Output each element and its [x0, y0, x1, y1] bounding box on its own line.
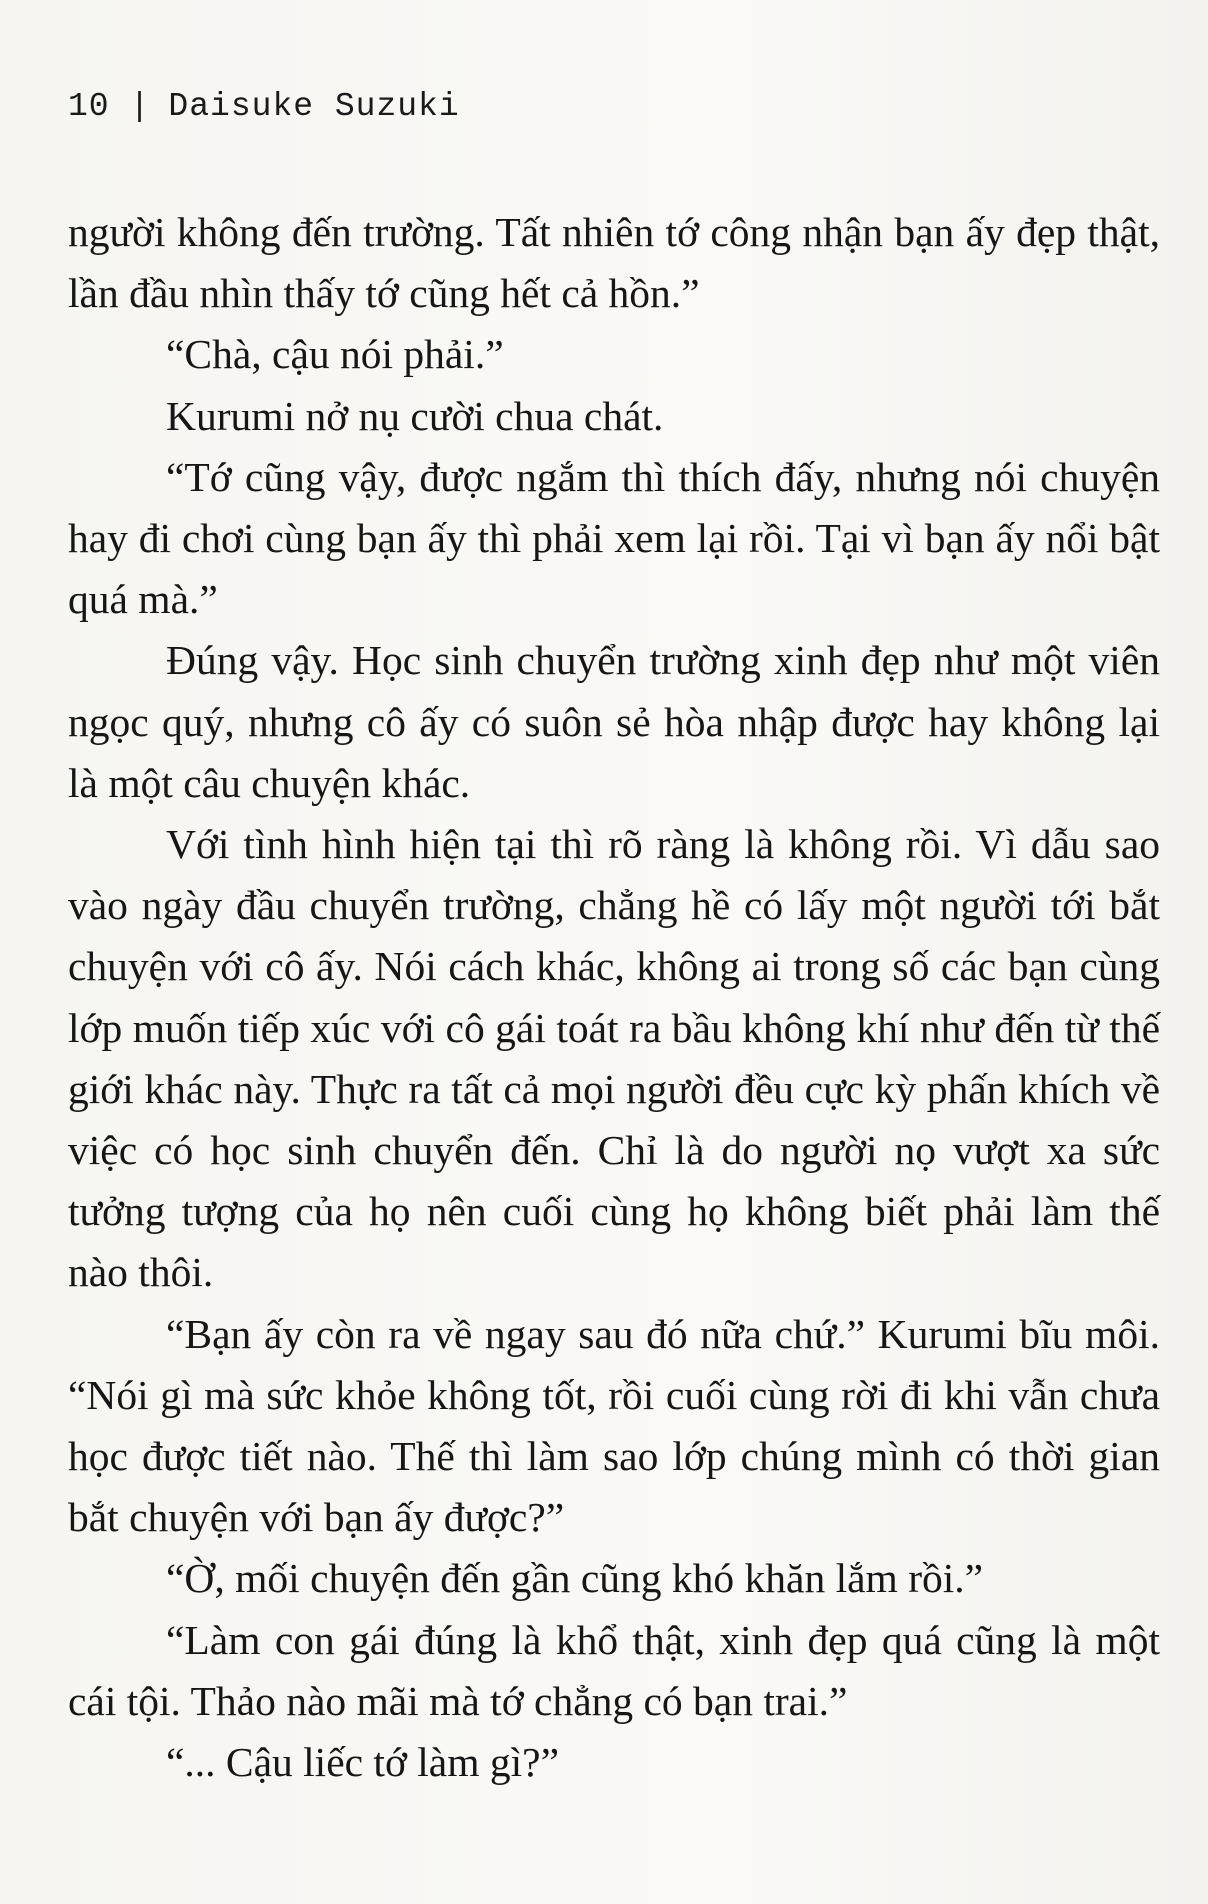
header-separator: | [129, 88, 151, 125]
paragraph: “Ờ, mối chuyện đến gần cũng khó khăn lắm rồi.” [166, 1555, 984, 1602]
paragraph: “Tớ cũng vậy, được ngắm thì thích đấy, nhưng nói chuyện hay đi chơi cùng bạn ấy thì phải xem lại rồi. Tại vì bạn ấy nổi bật quá mà.” [68, 453, 1160, 623]
author-name: Daisuke Suzuki [168, 88, 460, 125]
paragraph: Với tình hình hiện tại thì rõ ràng là không rồi. Vì dẫu sao vào ngày đầu chuyển trường, chẳng hề có lấy một người tới bắt chuyện với cô ấy. Nói cách khác, không ai trong số các bạn cùng lớp muốn tiếp xúc với cô gái toát ra bầu không khí như đến từ thế giới khác này. Thực ra tất cả mọi người đều cực kỳ phấn khích về việc có học sinh chuyển đến. Chỉ là do người nọ vượt xa sức tưởng tượng của họ nên cuối cùng họ không biết phải làm thế nào thôi. [68, 821, 1160, 1296]
paragraph: “... Cậu liếc tớ làm gì?” [166, 1739, 559, 1786]
paragraph: Kurumi nở nụ cười chua chát. [166, 392, 664, 439]
body-text [68, 202, 1160, 1793]
paragraph: “Chà, cậu nói phải.” [166, 331, 504, 378]
paragraph: người không đến trường. Tất nhiên tớ công nhận bạn ấy đẹp thật, lần đầu nhìn thấy tớ cũng hết cả hồn.” [68, 209, 1160, 317]
paragraph: Đúng vậy. Học sinh chuyển trường xinh đẹp như một viên ngọc quý, nhưng cô ấy có suôn sẻ hòa nhập được hay không lại là một câu chuyện khác. [68, 637, 1160, 806]
page-number: 10 [68, 88, 110, 125]
running-header [68, 88, 460, 125]
paragraph: “Làm con gái đúng là khổ thật, xinh đẹp quá cũng là một cái tội. Thảo nào mãi mà tớ chẳng có bạn trai.” [68, 1616, 1160, 1724]
paragraph: “Bạn ấy còn ra về ngay sau đó nữa chứ.” Kurumi bĩu môi. “Nói gì mà sức khỏe không tốt, rồi cuối cùng rời đi khi vẫn chưa học được tiết nào. Thế thì làm sao lớp chúng mình có thời gian bắt chuyện với bạn ấy được?” [68, 1310, 1160, 1541]
